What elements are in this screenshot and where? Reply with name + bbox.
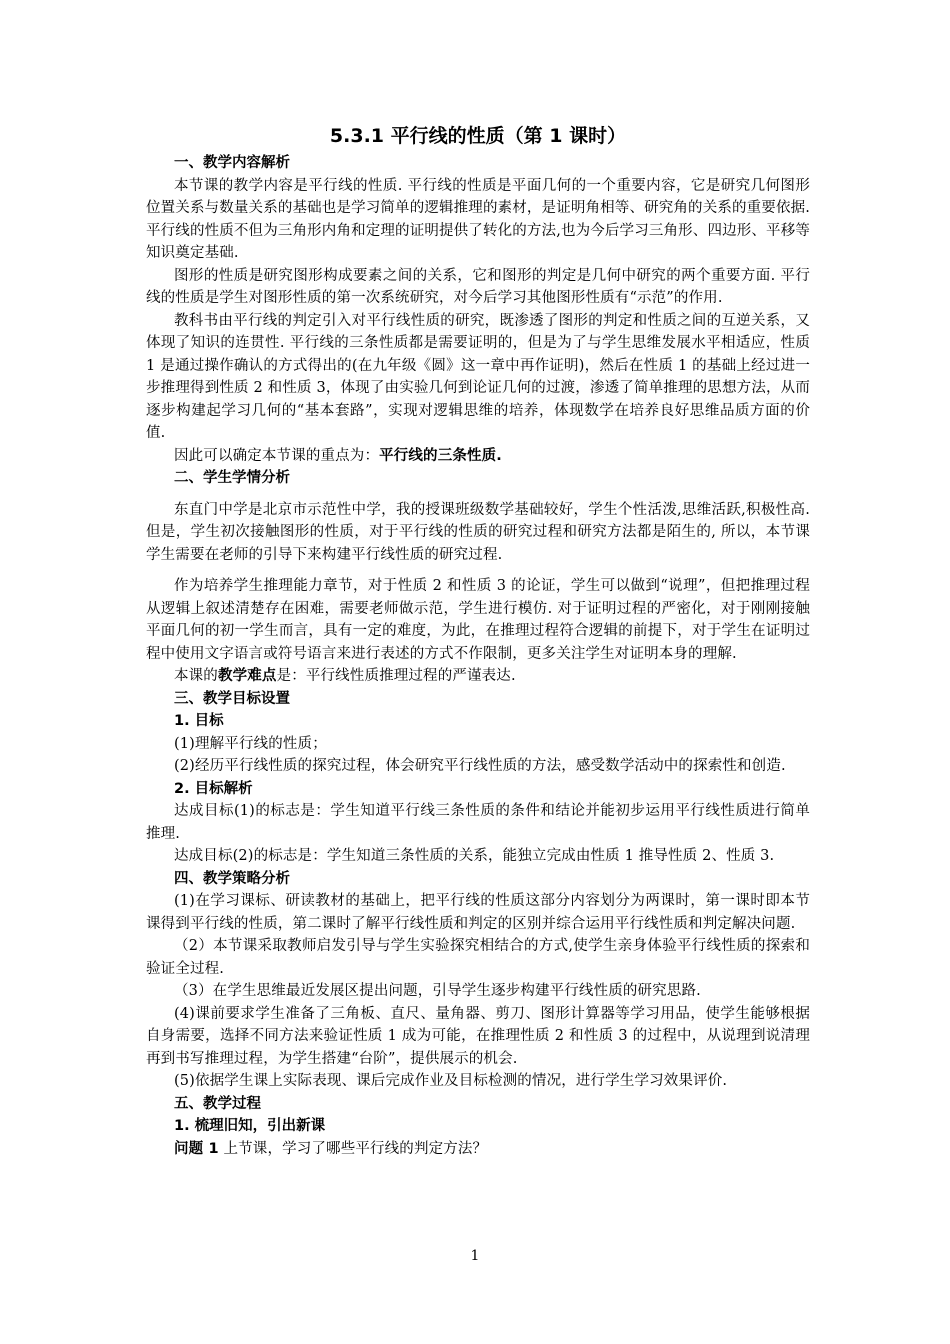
section-heading-content-analysis: 一、教学内容解析 [174,155,290,171]
section-heading-strategy: 四、教学策略分析 [174,870,290,887]
subheading-goals: 1. 目标 [174,713,224,729]
paragraph: 作为培养学生推理能力章节，对于性质 2 和性质 3 的论证，学生可以做到“说理”，但把推理过程从逻辑上叙述清楚存在困难，需要老师做示范，学生进行模仿. 对于证明过程的严密化，对于刚刚接触平面几何的初一学生而言，具有一定的难度，为此，在推理过程符合逻辑的前提下，对于学生在证明过程中使用文字语言或符号语言来进行表述的方式不作限制，更多关注学生对证明本身的理解. [146,578,810,662]
paragraph: (1)在学习课标、研读教材的基础上，把平行线的性质这部分内容划分为两课时，第一课时即本节课得到平行线的性质，第二课时了解平行线性质和判定的区别并综合运用平行线性质和判定解决问题. [146,893,810,932]
paragraph: 教科书由平行线的判定引入对平行线性质的研究，既渗透了图形的判定和性质之间的互逆关系，又体现了知识的连贯性. 平行线的三条性质都是需要证明的，但是为了与学生思维发展水平相适应，性质 1 是通过操作确认的方式得出的(在九年级《圆》这一章中再作证明)，然后在性质 1 的基础上经过进一步推理得到性质 2 和性质 3，体现了由实验几何到论证几何的过渡，渗透了简单推理的思想方法，从而逐步构建起学习几何的“基本套路”，实现对逻辑思维的培养，体现数学在培养良好思维品质方面的价值. [146,312,810,441]
paragraph-key-point [146,445,810,468]
question-text: 上节课，学习了哪些平行线的判定方法？ [218,1140,488,1157]
paragraph: (4)课前要求学生准备了三角板、直尺、量角器、剪刀、图形计算器等学习用品，使学生能够根据自身需要，选择不同方法来验证性质 1 成为可能，在推理性质 2 和性质 3 的过程中，从说理到说清理再到书写推理过程，为学生搭建“台阶”，提供展示的机会. [146,1005,810,1067]
question-1 [146,1138,810,1161]
paragraph: 达成目标(1)的标志是：学生知道平行线三条性质的条件和结论并能初步运用平行线性质进行简单推理. [146,803,810,842]
paragraph: （3）在学生思维最近发展区提出问题，引导学生逐步构建平行线性质的研究思路. [174,983,701,999]
paragraph: （2）本节课采取教师启发引导与学生实验探究相结合的方式,使学生亲身体验平行线性质的探索和验证全过程. [146,938,810,977]
paragraph: 本节课的教学内容是平行线的性质. 平行线的性质是平面几何的一个重要内容，它是研究几何图形位置关系与数量关系的基础也是学习简单的逻辑推理的素材，是证明角相等、研究角的关系的重要依据. 平行线的性质不但为三角形内角和定理的证明提供了转化的方法,也为今后学习三角形、四边形、平移等知识奠定基础. [146,177,811,261]
goal-item: (1)理解平行线的性质； [174,735,327,752]
paragraph-difficulty [146,665,810,688]
bold-text: 平行线的三条性质. [379,447,502,464]
goal-item: (2)经历平行线性质的探究过程，体会研究平行线性质的方法，感受数学活动中的探索性和创造. [174,758,786,774]
paragraph: (5)依据学生课上实际表现、课后完成作业及目标检测的情况，进行学生学习效果评价. [174,1073,728,1089]
question-label: 问题 1 [174,1140,219,1157]
subheading-review: 1. 梳理旧知，引出新课 [174,1118,326,1134]
subheading-goal-analysis: 2. 目标解析 [174,780,253,797]
paragraph: 图形的性质是研究图形构成要素之间的关系，它和图形的判定是几何中研究的两个重要方面. 平行线的性质是学生对图形性质的第一次系统研究，对今后学习其他图形性质有“示范”的作用. [146,267,810,306]
bold-text: 教学难点 [217,668,277,684]
text: 因此可以确定本节课的重点为： [174,447,380,464]
section-heading-process: 五、教学过程 [174,1095,261,1112]
section-heading-goals: 三、教学目标设置 [174,690,290,707]
section-heading-student-analysis: 二、学生学情分析 [174,470,290,486]
paragraph: 达成目标(2)的标志是：学生知道三条性质的关系，能独立完成由性质 1 推导性质 2、性质 3. [174,848,775,864]
text: 本课的 [174,668,218,684]
page-number: 1 [470,1248,480,1264]
document-body [146,122,810,1160]
paragraph: 东直门中学是北京市示范性中学，我的授课班级数学基础较好，学生个性活泼,思维活跃,积极性高. 但是，学生初次接触图形的性质，对于平行线的性质的研究过程和研究方法都是陌生的, 所以，本节课学生需要在老师的引导下来构建平行线性质的研究过程. [146,501,810,563]
text: 是：平行线性质推理过程的严谨表达. [276,668,516,684]
document-title: 5.3.1 平行线的性质（第 1 课时） [329,125,627,147]
